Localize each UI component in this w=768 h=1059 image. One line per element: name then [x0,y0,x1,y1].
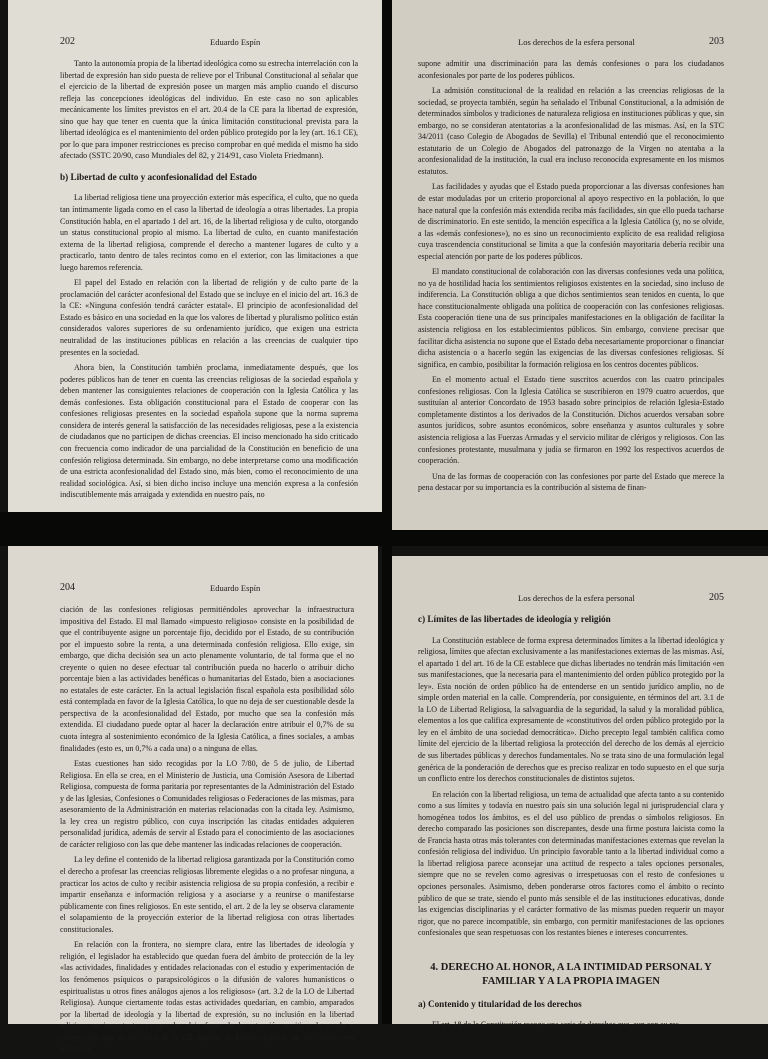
page-body [418,614,724,1035]
running-head: Eduardo Espín [210,583,261,593]
book-page-205 [392,556,768,1030]
paragraph: Ahora bien, la Constitución también proclama, inmediatamente después, que los poderes públicos han de tener en cuenta las creencias religiosas de la sociedad española y deben mantener las consiguientes relaciones de cooperación con la Iglesia Católica y las demás confesiones. Esta obligación constitucional para el Estado de cooperar con las confesiones religiosas presentes en la sociedad española supone que la norma suprema considera de interés general la satisfacción de las necesidades religiosas, pese a la existencia de ciudadanos que no participen de dichas creencias. El inciso mencionado ha sido criticado con frecuencia como indicador de una parcialidad de la Constitución en beneficio de una confesión religiosa determinada. Sin embargo, no debe interpretarse como una modificación de una estricta aconfesionalidad del Estado sino, más bien, como el reconocimiento de una realidad sociológica. Así, si bien dicho inciso incluye una mención expresa a la confesión indiscutiblemente más arraigada y extendida en nuestro país, no [60,363,358,500]
paragraph: La ley define el contenido de la libertad religiosa garantizada por la Constitución como el derecho a profesar las creencias religiosas libremente elegidas o a no profesar ninguna, a practicar los actos de culto y recibir asistencia religiosa de su propia confesión, a recibir e impartir enseñanza e información religiosa y a asociarse y a reunirse o manifestarse públicamente con fines religiosos. En este sentido, el art. 2 de la ley se observa claramente el solapamiento de la proyección exterior de la libertad religiosa con otras libertades constitucionales. [60,855,354,934]
page-number: 205 [709,592,724,603]
page-body [60,58,358,505]
book-page-204 [8,546,378,1054]
paragraph: ciación de las confesiones religiosas permitiéndoles aprovechar la infraestructura impositiva del Estado. El mal llamado «impuesto religioso» consiste en la posibilidad de que el contribuyente asigne un porcentaje fijo, decidido por el Estado, de su contribución por el impuesto sobre la renta, a una determinada confesión religiosa. Ello exige, sin embargo, que dicha decisión sea un acto plenamente voluntario, de tal forma que el no creyente o quien no desee efectuar tal contribución pueda no hacerlo o atribuir dicho porcentaje bien a las actividades benéficas o humanitarias del Estado, bien a asociaciones no estatales de este carácter. En la actual legislación fiscal española esta posibilidad sólo está contemplada en favor de la Iglesia Católica, lo que no deja de ser cuestionable desde la perspectiva de la aconfesionalidad del Estado, por mucho que sea la confesión más extendida. El ciudadano puede optar al hacer la declaración entre atribuir el 0,7% de su cuota íntegra al sostenimiento económico de la Iglesia Católica, a fines sociales, a ambas finalidades (esto es, un 0,7% a cada una) o a ninguna de ellas. [60,605,354,753]
section-heading: b) Libertad de culto y aconfesionalidad del Estado [60,171,257,182]
paragraph: La Constitución establece de forma expresa determinados límites a la libertad ideológica y religiosa, límites que afectan exclusivamente a las manifestaciones externas de las mismas. Así, el apartado 1 del art. 16 de la CE establece que dichas libertades no tendrán más limitación «en sus manifestaciones, que la necesaria para el mantenimiento del orden público protegido por la ley». Esta noción de orden público ha de entenderse en un sentido jurídico amplio, no de simple orden material en la calle. Comprendería, por consiguiente, en términos del art. 3.1 de la LO de Libertad Religiosa, la salvaguardia de la seguridad, la salud y la moralidad pública, elementos a los que califica expresamente de «constitutivos del orden público protegido por la ley en el ámbito de una sociedad democrática». Dicho precepto legal también califica como límite del ejercicio de la libertad religiosa la protección del derecho de los demás al ejercicio de sus libertades públicas y derechos fundamentales. No se trata sino de una formulación legal genérica de la ponderación de derechos que es preciso realizar en todo supuesto en el que surja un conflicto entre los derechos constitucionales de distintos sujetos. [418,635,724,784]
page-body [60,604,354,1059]
subsection-heading: a) Contenido y titularidad de los derechos [418,998,582,1009]
running-head: Los derechos de la esfera personal [518,593,635,603]
section-heading: c) Límites de las libertades de ideología y religión [418,614,611,624]
page-number: 202 [60,36,75,47]
paragraph: El art. 18 de la Constitución recoge una serie de derechos que, aun con su res- [432,1020,682,1030]
page-number: 204 [60,582,75,593]
chapter-heading: 4. DERECHO AL HONOR, A LA INTIMIDAD PERSONAL Y FAMILIAR Y A LA PROPIA IMAGEN [430,961,712,987]
book-page-203 [392,0,768,530]
book-page-202 [8,0,382,512]
paragraph: El mandato constitucional de colaboración con las diversas confesiones veda una política, no ya de hostilidad hacia los sentimientos religiosos existentes en la sociedad, sino incluso de indiferencia. La Constitución obliga a que dichos sentimientos sean tenidos en cuenta, lo que hace constitucionalmente obligada una política de cooperación con las confesiones religiosas. Esta cooperación tiene una de sus principales manifestaciones en la obligación de facilitar la asistencia religiosa en los establecimientos públicos. Sin embargo, conviene precisar que facilitar dicha asistencia no supone que el Estado deba necesariamente proporcionar o financiar dicha asistencia o a hacerlo según las exigencias de las diversas confesiones religiosas. Sí significa, en cambio, posibilitar la formación religiosa en los centros docentes públicos. [418,267,724,369]
page-body [418,58,724,498]
running-head: Eduardo Espín [210,37,261,47]
paragraph: La admisión constitucional de la realidad en relación a las creencias religiosas de la sociedad, se proyecta también, según ha señalado el Tribunal Constitucional, a la admisión de determinados símbolos y tradiciones de naturaleza religiosa en instituciones públicas y que, sin embargo, no se consideran atentatorias a la aconfesionalidad de las mismas. Así, en la STC 34/2011 (caso Colegio de Abogados de Sevilla) el Tribunal entendió que el reconocimiento estatutario de un Colegio de Abogados del patronazgo de la Virgen no atentaba a la aconfesionalidad de la institución, la cual era incluso reconocida expresamente en los mismos estatutos. [418,86,724,176]
paragraph: En relación con la frontera, no siempre clara, entre las libertades de ideología y religión, el legislador ha establecido que quedan fuera del ámbito de protección de la ley «las actividades, finalidades y entidades relacionadas con el estudio y experimentación de los fenómenos psíquicos o parapsicológicos o la difusión de valores humanísticos o espiritualistas u otros fines análogos ajenos a los religiosos» (art. 3.2 de la LO de Libertad Religiosa). Aunque ciertamente todas estas actividades quedarían, en cambio, amparados por la libertad de ideología y la libertad de expresión, su no inclusión en la libertad religiosa es importante, ya que las deja fuera de la actuación positiva de ayuda y cooperación que el art. 16.3 de la CE impone al Estado respecto de las confesiones religiosas. [60,940,354,1054]
paragraph: Una de las formas de cooperación con las confesiones por parte del Estado que merece la pena destacar por su importancia es la contribución al sistema de finan- [418,471,724,493]
paragraph: supone admitir una discriminación para las demás confesiones o para los ciudadanos aconfesionales por parte de los poderes públicos. [418,59,724,80]
paragraph: Las facilidades y ayudas que el Estado pueda proporcionar a las diversas confesiones han de estar moduladas por un criterio proporcional al apoyo respectivo en la población, lo que hace natural que la confesión más extendida reciba más facilidades, sin que ello pueda tacharse de discriminatorio. En este sentido, la mención específica a la Iglesia Católica (y, no se olvide, a las «demás confesiones»), no es sino un reconocimiento explícito de esa realidad religiosa cuya trascendencia constitucional se limita a que la confesión mayoritaria debería recibir una especial atención por parte de los poderes públicos. [418,182,724,261]
paragraph: El papel del Estado en relación con la libertad de religión y de culto parte de la proclamación del carácter aconfesional del Estado que se incluye en el inicio del art. 16.3 de la CE: «Ninguna confesión tendrá carácter estatal». El principio de aconfesionalidad del Estado es básico en una sociedad en la que los valores de libertad y pluralismo político están considerados valores superiores de su ordenamiento jurídico, que exigen una estricta neutralidad de las instituciones públicas en relación a las creencias de cualquier tipo presentes en la sociedad. [60,278,358,357]
page-number: 203 [709,36,724,47]
paragraph: La libertad religiosa tiene una proyección exterior más específica, el culto, que no queda tan íntimamente ligada como en el caso la libertad de ideología a otras libertades. La propia Constitución habla, en el apartado 1 del art. 16, de la libertad religiosa y de culto, otorgando un status constitucional propio al mismo. La libertad de culto, en cuanto manifestación externa de la libertad religiosa, comprende el derecho a mantener lugares de culto y a practicarlo, tanto dentro de tales recintos como en el exterior, con las limitaciones a que luego haremos referencia. [60,193,358,272]
paragraph: Estas cuestiones han sido recogidas por la LO 7/80, de 5 de julio, de Libertad Religiosa. En ella se crea, en el Ministerio de Justicia, una Comisión Asesora de Libertad Religiosa, compuesta de forma paritaria por representantes de la Administración del Estado y de las Iglesias, Confesiones o Comunidades religiosas o Federaciones de las mismas, para asesoramiento de la Administración en materias relacionadas con la citada ley. Asimismo, la ley crea un registro público, con cuya inscripción las citadas entidades adquieren personalidad jurídica, además de servir al Estado para el conocimiento de las asociaciones de carácter religioso con las que debe mantener las indicadas relaciones de cooperación. [60,759,354,849]
running-head: Los derechos de la esfera personal [518,37,635,47]
paragraph: En relación con la libertad religiosa, un tema de actualidad que afecta tanto a su contenido como a sus límites y todavía en nuestro país sin una solución legal ni jurisprudencial clara y homogénea todos los ámbitos, es el del uso público de prendas o símbolos religiosos. En derecho comparado las posiciones son discrepantes, desde una firme postura laicista como la de Francia hasta otras más tolerantes con determinadas manifestaciones externas que revelan la confesión religiosa del individuo. Un principio favorable tanto a la libertad individual como a la libertad religiosa parece aconsejar una actitud de respecto a tales opciones personales, siempre que no se revelen como agresivas o irrespetuosas con el resto de confesiones u opciones personales. Asimismo, deben ponderarse otros factores como el ámbito o recinto público de que se trate, siendo el punto más sensible el de las instituciones educativas, donde las exigencias disciplinarias y el carácter formativo de las mismas pueden requerir un mayor rigor, que no parece incompatible, sin embargo, con permitir manifestaciones de las opciones confesionales que sean respetuosas con los restantes bienes e intereses concurrentes. [418,789,724,938]
paragraph: Tanto la autonomía propia de la libertad ideológica como su estrecha interrelación con la libertad de expresión han sido puesta de relieve por el Tribunal Constitucional al señalar que el ejercicio de la libertad de expresión posee un margen más amplio cuando el discurso refleja las concepciones ideológicas del individuo. En este caso no son aplicables mecánicamente los límites previstos en el art. 20.4 de la CE para la libertad de expresión, sino que hay que tener en cuenta que la única limitación constitucional prevista para la libertad ideológica es el mantenimiento del orden público protegido por la ley (art. 16.1 CE), por lo que para imponer restricciones es preciso comprobar en qué medida el mismo ha sido afectado (SSTC 20/90, caso Mundiales del 82, y 214/91, caso Violeta Friedmann). [60,59,358,161]
paragraph: En el momento actual el Estado tiene suscritos acuerdos con las cuatro principales confesiones religiosas. Con la Iglesia Católica se suscribieron en 1979 cuatro acuerdos, que sustituían al anterior Concordato de 1953 basado sobre principios de relación Iglesia-Estado completamente distintos a los derivados de la Constitución. Dichos acuerdos versaban sobre asuntos jurídicos, sobre asuntos económicos, sobre enseñanza y asuntos culturales y sobre asistencia religiosa a las Fuerzas Armadas y el servicio militar de clérigos y religiosos. Con las confesiones protestante, musulmana y judía se firmaron en 1992 los respectivos acuerdos de cooperación. [418,375,724,466]
